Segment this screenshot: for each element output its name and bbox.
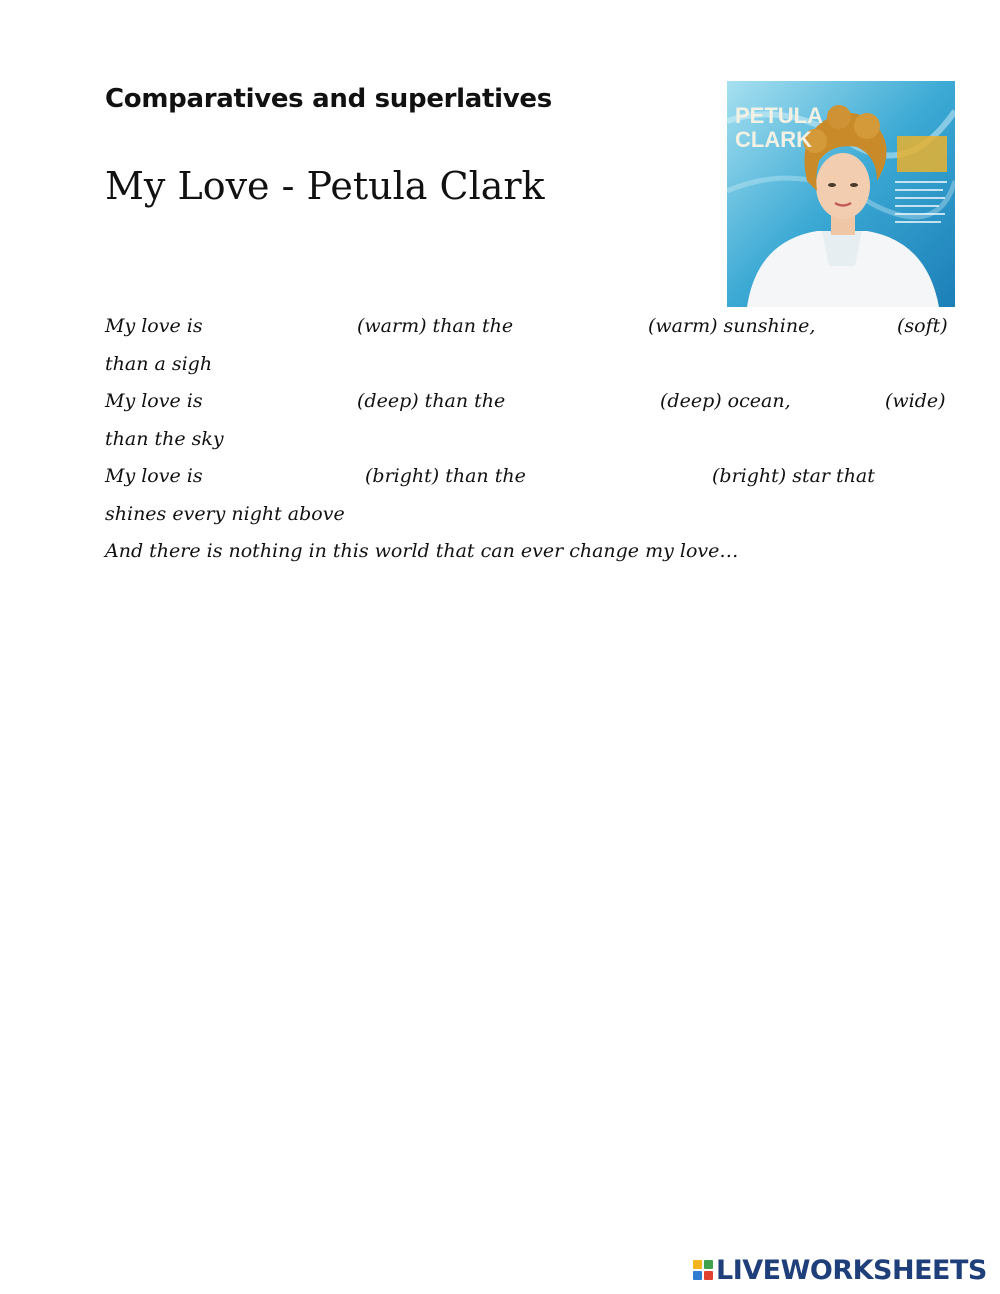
- lyric-text: (wide): [885, 390, 946, 412]
- liveworksheets-logo[interactable]: [693, 1255, 987, 1285]
- lyric-text: My love is: [105, 315, 203, 337]
- lyric-text: (bright) star that: [712, 465, 875, 487]
- album-cover-illustration: [727, 81, 955, 307]
- lyric-line-3: [105, 383, 950, 421]
- lyric-line-1: [105, 308, 950, 346]
- song-title: My Love - Petula Clark: [105, 164, 545, 208]
- lyric-text: (deep) than the: [357, 390, 506, 412]
- liveworksheets-brand-text: LIVEWORKSHEETS: [716, 1254, 987, 1286]
- cover-artist-last: CLARK: [735, 127, 812, 152]
- lyric-text: My love is: [105, 465, 203, 487]
- lyric-line-2: [105, 346, 950, 384]
- lyric-line-4: [105, 421, 950, 459]
- lyric-text: than the sky: [105, 427, 224, 450]
- lyric-text: (deep) ocean,: [660, 390, 791, 412]
- lyric-text: (warm) than the: [357, 315, 514, 337]
- worksheet-topic: Comparatives and superlatives: [105, 84, 552, 114]
- lyric-text: My love is: [105, 390, 203, 412]
- lyric-line-6: [105, 496, 950, 534]
- liveworksheets-logo-icon: [693, 1260, 713, 1280]
- album-cover-image: [727, 81, 955, 307]
- lyric-text: shines every night above: [105, 502, 345, 525]
- lyric-line-7: [105, 533, 950, 571]
- lyric-text: And there is nothing in this world that can ever change my love…: [105, 540, 739, 562]
- cover-artist-first: PETULA: [735, 103, 823, 128]
- lyrics-block: [105, 308, 950, 571]
- lyric-text: than a sigh: [105, 352, 213, 375]
- lyric-text: (bright) than the: [365, 465, 526, 487]
- lyric-text: (warm) sunshine,: [648, 315, 816, 337]
- lyric-line-5: [105, 458, 950, 496]
- lyric-text: (soft): [897, 315, 948, 337]
